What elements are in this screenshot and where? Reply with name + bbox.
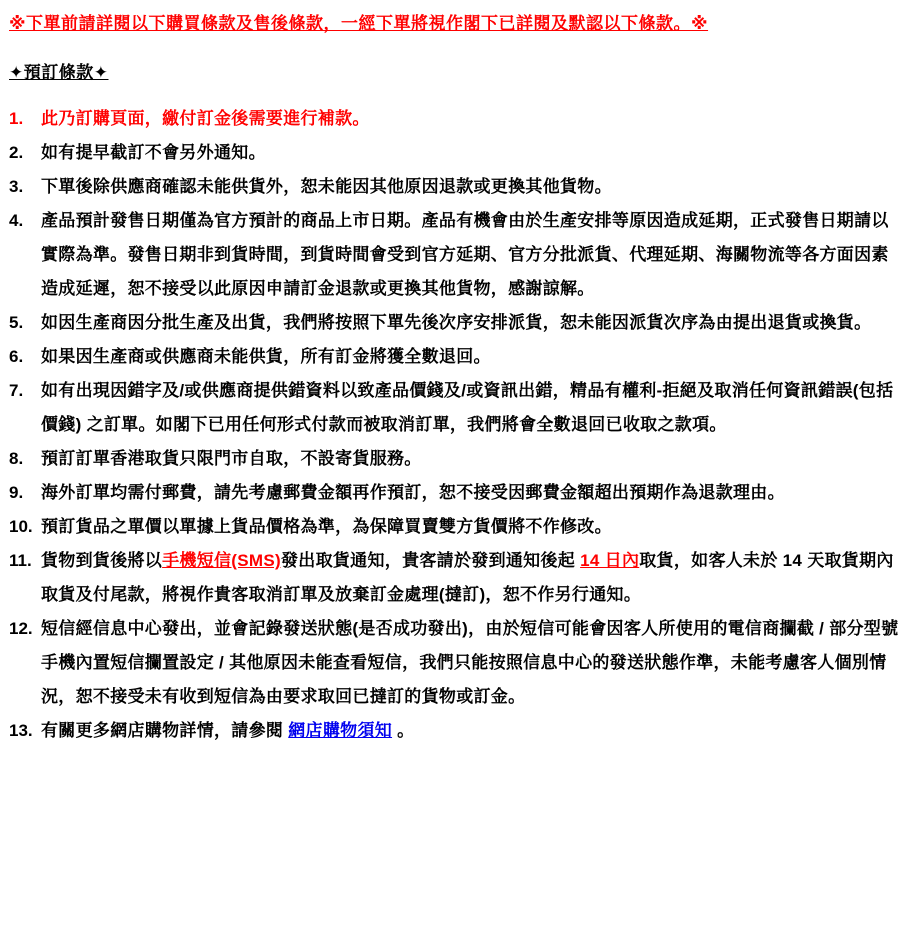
list-item (9, 510, 903, 544)
text-segment: 有關更多網店購物詳情，請參閱 (41, 721, 289, 740)
text-segment: 如有提早截訂不會另外通知。 (41, 143, 266, 162)
text-segment: 預訂訂單香港取貨只限門市自取，不設寄貨服務。 (41, 449, 422, 468)
list-item (9, 170, 903, 204)
text-segment: 如有出現因錯字及/或供應商提供錯資料以致產品價錢及/或資訊出錯，精品有權利-拒絕及取消任何資訊錯誤(包括價錢) 之訂單。如閣下已用任何形式付款而被取消訂單，我們將會全數退回已收取之款項。 (41, 381, 894, 434)
text-segment: 取貨，如客人未於 14 天取貨期內取貨及付尾款，將視作貴客取消訂單及放棄訂金處理(撻訂)，恕不作另行通知。 (41, 551, 894, 604)
list-item-number: 11. (9, 551, 32, 570)
list-item-number: 1. (9, 109, 24, 128)
list-item-number: 12. (9, 619, 33, 638)
section-header-preorder-terms: ✦預訂條款✦ (9, 63, 109, 82)
list-item-number: 2. (9, 143, 24, 162)
list-item-text (41, 544, 903, 612)
list-item-number: 9. (9, 483, 24, 502)
list-item (9, 204, 903, 306)
list-item-text (41, 442, 903, 476)
list-item (9, 306, 903, 340)
shop-guide-link[interactable]: 網店購物須知 (288, 721, 393, 740)
terms-list (9, 102, 903, 748)
list-item-number: 3. (9, 177, 24, 196)
list-item-number: 6. (9, 347, 24, 366)
text-segment: 短信經信息中心發出，並會記錄發送狀態(是否成功發出)，由於短信可能會因客人所使用的電信商攔截 / 部分型號手機內置短信攔置設定 / 其他原因未能查看短信，我們只能按照信息中心的發送狀態作準，未能考慮客人個別情況，恕不接受未有收到短信為由要求取回已撻訂的貨物或訂金。 (41, 619, 899, 706)
list-item (9, 374, 903, 442)
list-item (9, 442, 903, 476)
list-item-text (41, 306, 903, 340)
list-item (9, 340, 903, 374)
list-item (9, 476, 903, 510)
list-item-text (41, 340, 903, 374)
text-segment: 貨物到貨後將以 (41, 551, 163, 570)
page-title: ※下單前請詳閱以下購買條款及售後條款，一經下單將視作閣下已詳閱及默認以下條款。※ (9, 14, 709, 33)
list-item-text (41, 714, 903, 748)
text-segment: 下單後除供應商確認未能供貨外，恕未能因其他原因退款或更換其他貨物。 (41, 177, 612, 196)
list-item-text (41, 612, 903, 714)
highlighted-text-segment: 此乃訂購頁面，繳付訂金後需要進行補款。 (41, 109, 370, 128)
terms-document (9, 10, 903, 748)
list-item-text (41, 374, 903, 442)
list-item-text (41, 136, 903, 170)
text-segment: 如果因生產商或供應商未能供貨，所有訂金將獲全數退回。 (41, 347, 491, 366)
list-item-text (41, 102, 903, 136)
list-item-number: 10. (9, 517, 33, 536)
list-item-number: 5. (9, 313, 24, 332)
list-item (9, 714, 903, 748)
highlighted-text-segment: 14 日內 (580, 551, 640, 570)
list-item-number: 8. (9, 449, 24, 468)
list-item-text (41, 476, 903, 510)
text-segment: 發出取貨通知，貴客請於發到通知後起 (280, 551, 581, 570)
text-segment: 如因生產商因分批生產及出貨，我們將按照下單先後次序安排派貨，恕未能因派貨次序為由提出退貨或換貨。 (41, 313, 872, 332)
list-item-text (41, 170, 903, 204)
list-item-number: 4. (9, 211, 24, 230)
text-segment: 海外訂單均需付郵費，請先考慮郵費金額再作預訂，恕不接受因郵費金額超出預期作為退款理由。 (41, 483, 785, 502)
text-segment: 預訂貨品之單價以單據上貨品價格為準，為保障買賣雙方貨價將不作修改。 (41, 517, 612, 536)
list-item-number: 7. (9, 381, 24, 400)
highlighted-text-segment: 手機短信(SMS) (162, 551, 281, 570)
text-segment: 產品預計發售日期僅為官方預計的商品上市日期。產品有機會由於生產安排等原因造成延期，正式發售日期請以實際為準。發售日期非到貨時間，到貨時間會受到官方延期、官方分批派貨、代理延期、海關物流等各方面因素造成延遲，恕不接受以此原因申請訂金退款或更換其他貨物，感謝諒解。 (41, 211, 889, 298)
list-item (9, 136, 903, 170)
list-item-text (41, 204, 903, 306)
list-item (9, 102, 903, 136)
list-item (9, 612, 903, 714)
list-item (9, 544, 903, 612)
text-segment: 。 (392, 721, 415, 740)
list-item-text (41, 510, 903, 544)
list-item-number: 13. (9, 721, 33, 740)
